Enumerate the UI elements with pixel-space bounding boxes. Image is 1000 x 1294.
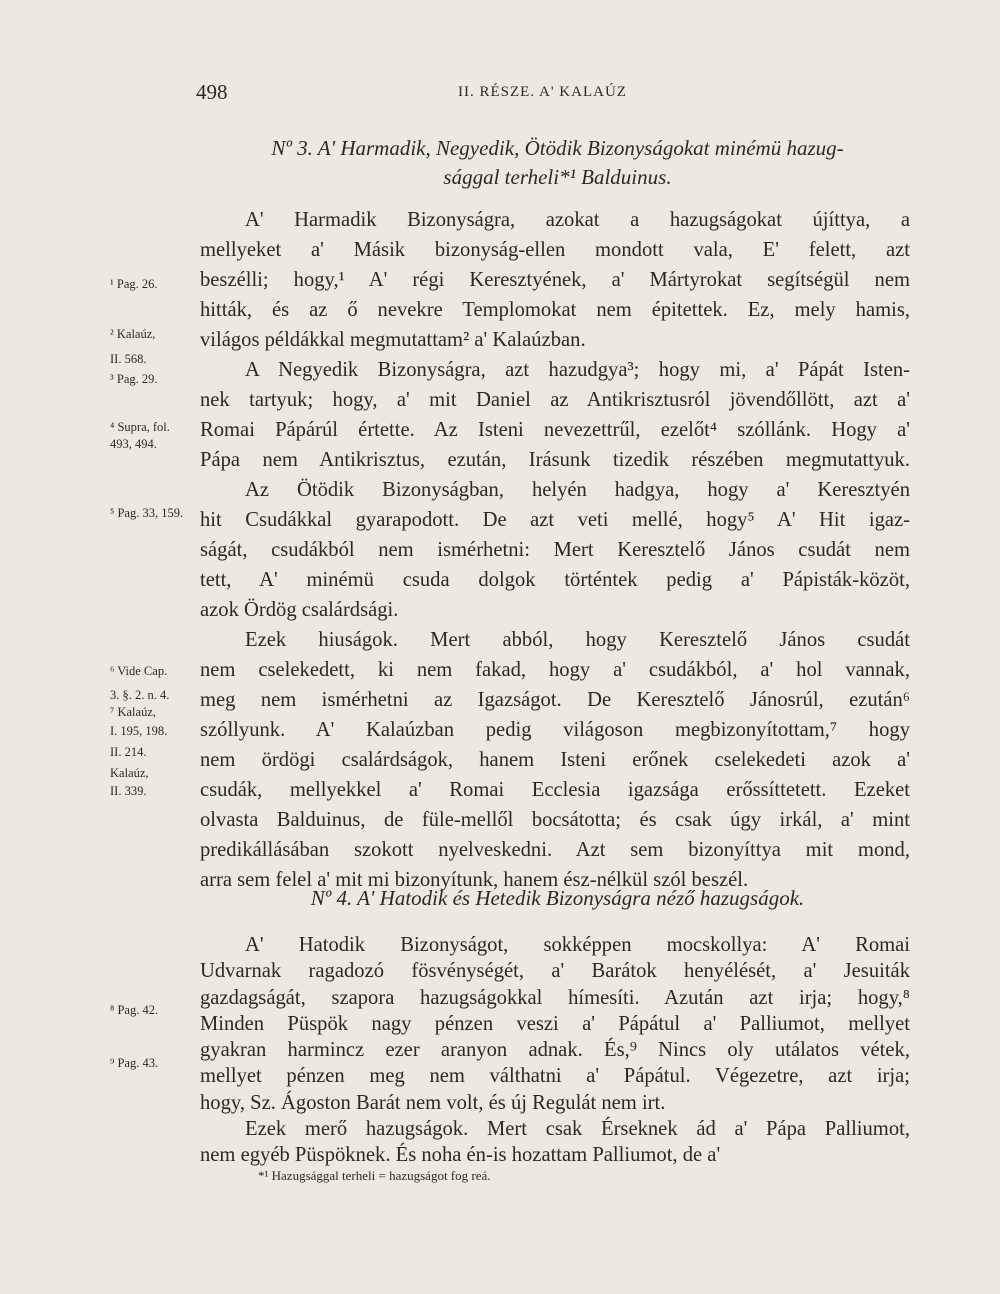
body-line: mellyeket a' Másik bizonyság-ellen mondott vala, E' felett, azt xyxy=(200,239,910,261)
margin-note: ⁷ Kalaúz, xyxy=(110,705,157,719)
body-line: Udvarnak ragadozó fösvénységét, a' Barátok henyélését, a' Jesuiták xyxy=(200,960,910,982)
body-line: arra sem felel a' mit mi bizonyítunk, hanem ész-nélkül szól beszél. xyxy=(200,869,749,891)
margin-note: II. 339. xyxy=(110,784,147,798)
body-line: Minden Püspök nagy pénzen veszi a' Pápátul a' Palliumot, mellyet xyxy=(200,1013,910,1035)
margin-note: ⁶ Vide Cap. xyxy=(110,664,168,678)
body-line: tett, A' minémü csuda dolgok történtek pedig a' Pápisták-közöt, xyxy=(200,569,910,591)
body-line: meg nem ismérhetni az Igazságot. De Keresztelő Jánosrúl, ezután⁶ xyxy=(200,689,910,711)
body-line: gyakran harmincz ezer aranyon adnak. És,⁹ Nincs oly utálatos vétek, xyxy=(200,1039,910,1061)
margin-note: 493, 494. xyxy=(110,437,157,451)
section-3-title-line-1: Nº 3. A' Harmadik, Negyedik, Ötödik Bizonyságokat minémü hazug- xyxy=(271,136,844,160)
margin-note: I. 195, 198. xyxy=(110,724,168,738)
body-line: A' Harmadik Bizonyságra, azokat a hazugságokat újíttya, a xyxy=(245,209,910,231)
body-line: A' Hatodik Bizonyságot, sokképpen mocskollya: A' Romai xyxy=(245,934,910,956)
margin-note: 3. §. 2. n. 4. xyxy=(110,688,170,702)
body-line: hogy, Sz. Ágoston Barát nem volt, és új Regulát nem irt. xyxy=(200,1092,666,1114)
section-3-title-line-2: sággal terheli*¹ Balduinus. xyxy=(443,165,672,189)
margin-note: II. 214. xyxy=(110,745,147,759)
body-line: nek tartyuk; hogy, a' mit Daniel az Antikrisztusról jövendőllött, azt a' xyxy=(200,389,910,411)
margin-note: ⁹ Pag. 43. xyxy=(110,1056,159,1070)
body-line: Az Ötödik Bizonyságban, helyén hadgya, hogy a' Keresztyén xyxy=(245,479,910,501)
body-line: Ezek hiuságok. Mert abból, hogy Keresztelő János csudát xyxy=(245,629,910,651)
page-number: 498 xyxy=(196,80,228,104)
body-line: csudák, mellyekkel a' Romai Ecclesia igazsága erőssíttetett. Ezeket xyxy=(200,779,910,801)
body-line: A Negyedik Bizonyságra, azt hazudgya³; hogy mi, a' Pápát Isten- xyxy=(245,359,910,381)
body-line: gazdagságát, szapora hazugságokkal hímesíti. Azután azt irja; hogy,⁸ xyxy=(200,987,910,1009)
margin-note: ² Kalaúz, xyxy=(110,327,156,341)
page-header xyxy=(196,80,916,114)
body-line: hitták, és az ő nevekre Templomokat nem épitettek. Ez, mely hamis, xyxy=(200,299,910,321)
margin-note: ³ Pag. 29. xyxy=(110,372,158,386)
body-line: nem cselekedett, ki nem fakad, hogy a' csudákból, a' hol vannak, xyxy=(200,659,910,681)
footnote: *¹ Hazugsággal terheli = hazugságot fog reá. xyxy=(258,1168,491,1183)
running-head: II. RÉSZE. A' KALAÚZ xyxy=(458,84,627,100)
body-line: ságát, csudákból nem ismérhetni: Mert Keresztelő János csudát nem xyxy=(200,539,910,561)
body-line: Romai Pápárúl értette. Az Isteni nevezettrűl, ezelőt⁴ szóllánk. Hogy a' xyxy=(200,419,910,441)
margin-note: ⁵ Pag. 33, 159. xyxy=(110,506,184,520)
body-line: nem egyéb Püspöknek. És noha én-is hozattam Palliumot, de a' xyxy=(200,1144,721,1166)
body-line: mellyet pénzen meg nem válthatni a' Pápátul. Végezetre, azt irja; xyxy=(200,1065,910,1087)
body-line: Pápa nem Antikrisztus, ezután, Irásunk tizedik részében megmutattyuk. xyxy=(200,449,910,471)
section-4-title: Nº 4. A' Hatodik és Hetedik Bizonyságra néző hazugságok. xyxy=(310,886,805,910)
body-line: nem ördögi csalárdságok, hanem Isteni erőnek cselekedeti azok a' xyxy=(200,749,910,771)
margin-note: ⁴ Supra, fol. xyxy=(110,420,170,434)
body-line: azok Ördög csalárdsági. xyxy=(200,599,399,621)
margin-note: Kalaúz, xyxy=(110,766,149,780)
body-line: olvasta Balduinus, de füle-mellől bocsátotta; és csak úgy irkál, a' mint xyxy=(200,809,910,831)
body-line: predikállásában szokott nyelveskedni. Azt sem bizonyíttya mit mond, xyxy=(200,839,910,861)
body-line: világos példákkal megmutattam² a' Kalaúzban. xyxy=(200,329,586,351)
margin-note: ⁸ Pag. 42. xyxy=(110,1003,159,1017)
body-line: hit Csudákkal gyarapodott. De azt veti mellé, hogy⁵ A' Hit igaz- xyxy=(200,509,910,531)
margin-note: ¹ Pag. 26. xyxy=(110,277,158,291)
body-line: beszélli; hogy,¹ A' régi Keresztyének, a' Mártyrokat segítségül nem xyxy=(200,269,910,291)
body-line: Ezek merő hazugságok. Mert csak Érseknek ád a' Pápa Palliumot, xyxy=(245,1118,910,1140)
body-line: szóllyunk. A' Kalaúzban pedig világoson megbizonyítottam,⁷ hogy xyxy=(200,719,910,741)
margin-note: II. 568. xyxy=(110,352,147,366)
